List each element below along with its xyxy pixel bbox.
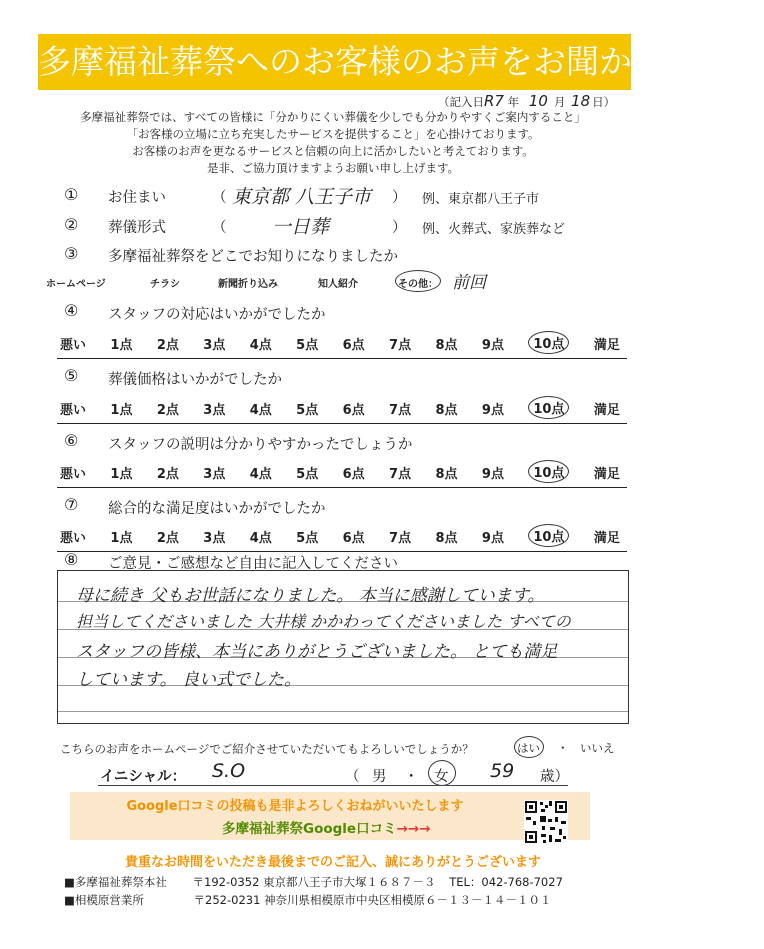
comment-text-line-1: 母に続き 父もお世話になりました。 本当に感謝しています。: [76, 586, 545, 606]
date-month-value[interactable]: 10: [528, 92, 548, 110]
q6-option-7[interactable]: 7点: [389, 467, 412, 482]
q4-option-6[interactable]: 6点: [342, 338, 365, 353]
q5-option-6[interactable]: 6点: [342, 403, 365, 418]
rating-label-bad: 悪い: [60, 467, 87, 482]
q4-option-2[interactable]: 2点: [156, 338, 179, 353]
q7-option-6[interactable]: 6点: [342, 531, 365, 546]
q8-number: ⑧: [64, 550, 79, 569]
q6-option-9[interactable]: 9点: [481, 467, 504, 482]
divider: [57, 358, 627, 359]
consent-no[interactable]: いいえ: [580, 741, 615, 755]
q6-option-6[interactable]: 6点: [342, 467, 365, 482]
comment-text-line-4: しています。 良い式でした。: [76, 670, 302, 690]
qr-code-icon[interactable]: [524, 800, 568, 844]
intro-line-4: 是非、ご協力頂けますようお願い申し上げます。: [206, 161, 460, 175]
q4-option-5[interactable]: 5点: [296, 338, 319, 353]
q2-answer[interactable]: 一日葬: [272, 216, 330, 238]
gender-female[interactable]: 女: [434, 769, 449, 785]
q5-option-2[interactable]: 2点: [156, 403, 179, 418]
comment-line: [58, 711, 628, 712]
date-era-value[interactable]: R7: [484, 92, 504, 110]
initials-underline: [98, 785, 568, 786]
thanks-message: 貴重なお時間をいただき最後までのご記入、誠にありがとうございます: [124, 855, 541, 870]
q2-label: 葬儀形式: [108, 220, 166, 236]
intro-line-2: 「お客様の立場に立ち充実したサービスを提供すること」を心掛けております。: [126, 127, 540, 141]
rating-label-good: 満足: [593, 531, 620, 546]
consent-question: こちらのお声をホームページでご紹介させていただいてもよろしいでしょうか？: [60, 742, 474, 756]
q6-option-4[interactable]: 4点: [249, 467, 272, 482]
date-day-value[interactable]: 18: [571, 92, 591, 110]
q1-label: お住まい: [108, 190, 166, 206]
q5-option-3[interactable]: 3点: [203, 403, 226, 418]
q4-option-4[interactable]: 4点: [249, 338, 272, 353]
q4-rating-row: [60, 334, 620, 354]
q5-rating-row: [60, 399, 620, 419]
rating-label-good: 満足: [593, 403, 620, 418]
initials-value[interactable]: S.O: [212, 760, 246, 782]
q4-option-7[interactable]: 7点: [389, 338, 412, 353]
q3-number: ③: [64, 244, 79, 263]
source-referral[interactable]: 知人紹介: [318, 279, 358, 290]
head-office-address: 東京都八王子市大塚１６８７－３: [263, 875, 436, 889]
comment-text-line-3: スタッフの皆様、本当にありがとうございました。 とても満足: [76, 642, 558, 662]
comment-text-line-2: 担当してくださいました 大井様 かかわってくださいました すべての: [76, 612, 571, 631]
q5-option-7[interactable]: 7点: [389, 403, 412, 418]
q4-label: スタッフの対応はいかがでしたか: [108, 307, 326, 323]
intro-line-1: 多摩福祉葬祭では、すべての皆様に「分かりにくい葬儀を少しでも分かりやすくご案内すること」: [80, 110, 586, 124]
age-value[interactable]: 59: [490, 760, 515, 782]
q6-option-1[interactable]: 1点: [110, 467, 133, 482]
source-newspaper-insert[interactable]: 新聞折り込み: [218, 279, 278, 290]
q7-label: 総合的な満足度はいかがでしたか: [108, 501, 326, 517]
source-other[interactable]: その他：: [398, 279, 438, 290]
q5-label: 葬儀価格はいかがでしたか: [108, 372, 282, 388]
q4-option-3[interactable]: 3点: [203, 338, 226, 353]
q3-label: 多摩福祉葬祭をどこでお知りになりましたか: [108, 249, 398, 265]
q6-option-10[interactable]: 10点: [528, 460, 569, 483]
sagamihara-office-name: 相模原営業所: [74, 893, 144, 907]
q7-number: ⑦: [64, 495, 79, 514]
page-title: 多摩福祉葬祭へのお客様のお声をお聞かせ下さい: [38, 42, 764, 81]
q6-option-8[interactable]: 8点: [435, 467, 458, 482]
q7-rating-row: [60, 527, 620, 547]
sagamihara-office-address: 神奈川県相模原市中央区相模原６－１３－１４－１０１: [264, 893, 552, 907]
q4-option-10[interactable]: 10点: [528, 331, 569, 354]
q7-option-3[interactable]: 3点: [203, 531, 226, 546]
rating-label-bad: 悪い: [60, 531, 87, 546]
q5-number: ⑤: [64, 366, 79, 385]
q6-option-5[interactable]: 5点: [296, 467, 319, 482]
intro-line-3: お客様のお声を更なるサービスと信頼の向上に活かしたいと考えております。: [132, 144, 534, 158]
entry-date: （記入日R7 年 10 月 18 日）: [438, 92, 616, 110]
q7-option-8[interactable]: 8点: [435, 531, 458, 546]
sagamihara-office-zip: 〒252-0231: [193, 893, 261, 907]
q7-option-7[interactable]: 7点: [389, 531, 412, 546]
rating-label-bad: 悪い: [60, 338, 87, 353]
q4-option-8[interactable]: 8点: [435, 338, 458, 353]
q7-option-5[interactable]: 5点: [296, 531, 319, 546]
q1-number: ①: [64, 185, 79, 204]
q4-number: ④: [64, 301, 79, 320]
google-review-link[interactable]: 多摩福祉葬祭Google口コミ→→→: [222, 821, 431, 837]
google-review-request: Google口コミの投稿も是非よろしくおねがいいたします: [126, 799, 464, 814]
q6-rating-row: [60, 463, 620, 483]
q6-option-3[interactable]: 3点: [203, 467, 226, 482]
divider: [57, 423, 627, 424]
q2-number: ②: [64, 215, 79, 234]
q7-option-1[interactable]: 1点: [110, 531, 133, 546]
source-other-answer[interactable]: 前回: [452, 273, 486, 293]
q4-option-1[interactable]: 1点: [110, 338, 133, 353]
initials-label: イニシャル：: [100, 769, 187, 785]
q7-option-10[interactable]: 10点: [528, 524, 569, 547]
footer-head-office: ■多摩福祉葬祭本社 〒192-0352 東京都八王子市大塚１６８７－３ TEL：042-768-7027: [64, 875, 563, 889]
rating-label-good: 満足: [593, 338, 620, 353]
source-flyer[interactable]: チラシ: [150, 279, 180, 290]
q5-option-5[interactable]: 5点: [296, 403, 319, 418]
q2-example: 例、火葬式、家族葬など: [422, 222, 566, 237]
gender-male[interactable]: 男: [372, 769, 387, 785]
q6-option-2[interactable]: 2点: [156, 467, 179, 482]
q6-label: スタッフの説明は分かりやすかったでしょうか: [108, 437, 413, 453]
q5-option-4[interactable]: 4点: [249, 403, 272, 418]
rating-label-good: 満足: [593, 467, 620, 482]
q1-example: 例、東京都八王子市: [422, 192, 540, 207]
q5-option-8[interactable]: 8点: [435, 403, 458, 418]
footer-sagamihara-office: ■相模原営業所 〒252-0231 神奈川県相模原市中央区相模原６－１３－１４－１０１: [64, 893, 552, 907]
comment-box[interactable]: [57, 570, 629, 724]
source-homepage[interactable]: ホームページ: [46, 279, 106, 290]
rating-label-bad: 悪い: [60, 403, 87, 418]
divider: [57, 487, 627, 488]
q7-option-4[interactable]: 4点: [249, 531, 272, 546]
consent-yes[interactable]: はい: [517, 741, 540, 755]
q5-option-1[interactable]: 1点: [110, 403, 133, 418]
arrow-icon: →→→: [396, 821, 431, 837]
head-office-zip: 〒192-0352: [192, 875, 260, 889]
q7-option-2[interactable]: 2点: [156, 531, 179, 546]
q1-answer[interactable]: 東京都 八王子市: [232, 186, 372, 208]
q7-option-9[interactable]: 9点: [481, 531, 504, 546]
head-office-tel: TEL：042-768-7027: [449, 875, 563, 889]
q5-option-10[interactable]: 10点: [528, 396, 569, 419]
q6-number: ⑥: [64, 431, 79, 450]
head-office-name: 多摩福祉葬祭本社: [74, 875, 167, 889]
q8-label: ご意見・ご感想など自由に記入してください: [108, 556, 398, 572]
q4-option-9[interactable]: 9点: [481, 338, 504, 353]
q5-option-9[interactable]: 9点: [481, 403, 504, 418]
